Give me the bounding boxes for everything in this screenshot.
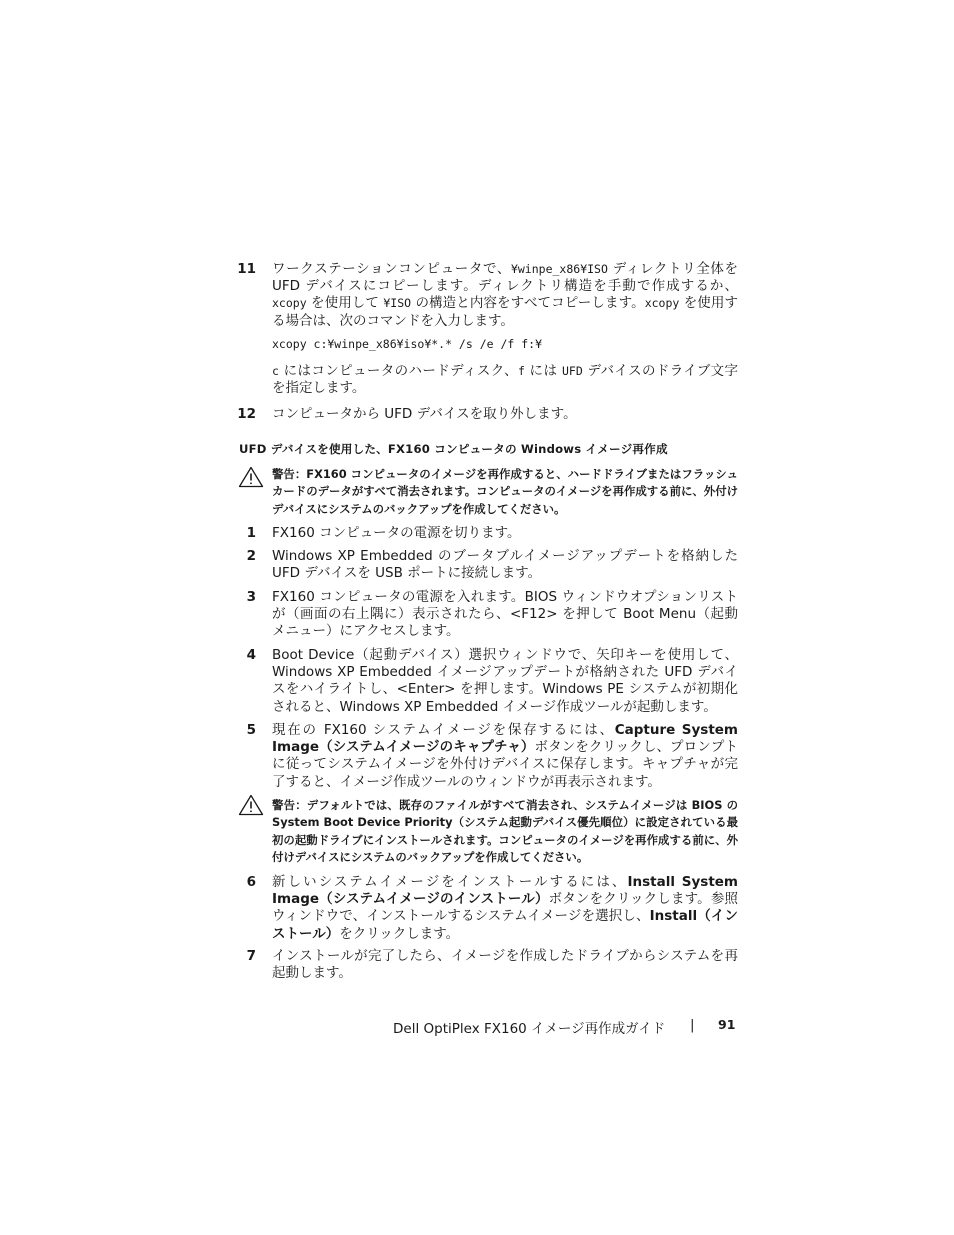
step-7-text: インストールが完了したら、イメージを作成したドライブからシステムを再起動します。 (272, 948, 738, 982)
footer-separator: | (690, 1017, 695, 1033)
step-number: 2 (246, 548, 256, 564)
xcopy-command: xcopy c:¥winpe_x86¥iso¥*.* /s /e /f f:¥ (272, 337, 543, 351)
step-number: 1 (246, 525, 256, 541)
footer-title: Dell OptiPlex FX160 イメージ再作成ガイド (393, 1021, 666, 1037)
step-11-note: c にはコンピュータのハードディスク、f には UFD デバイスのドライブ文字を指定します。 (272, 363, 738, 397)
step-number: 11 (237, 261, 256, 277)
step-number: 3 (246, 589, 256, 605)
step-number: 5 (246, 722, 256, 738)
step-2-text: Windows XP Embedded のブータブルイメージアップデートを格納した UFD デバイスを USB ポートに接続します。 (272, 548, 738, 582)
step-6-text: 新しいシステムイメージをインストールするには、Install System Image（システムイメージのインストール）ボタンをクリックします。参照ウィンドウで、インストールするシステムイメージを選択し、Install（インストール）をクリックします。 (272, 874, 738, 942)
step-number: 4 (246, 647, 256, 663)
step-number: 12 (237, 406, 256, 422)
step-12-text: コンピュータから UFD デバイスを取り外します。 (272, 406, 577, 422)
step-3-text: FX160 コンピュータの電源を入れます。BIOS ウィンドウオプションリストが（画面の右上隅に）表示されたら、<F12> を押して Boot Menu（起動メニュー）にアクセスします。 (272, 589, 738, 640)
warning-triangle-icon (238, 466, 264, 488)
page-number: 91 (718, 1017, 736, 1032)
step-11-text: ワークステーションコンピュータで、¥winpe_x86¥ISO ディレクトリ全体を UFD デバイスにコピーします。ディレクトリ構造を手動で作成するか、xcopy を使用して ¥ISO の構造と内容をすべてコピーします。xcopy を使用する場合は、次のコマンドを入力します。 (272, 261, 738, 329)
step-5-text: 現在の FX160 システムイメージを保存するには、Capture System Image（システムイメージのキャプチャ）ボタンをクリックし、プロンプトに従ってシステムイメージを外付けデバイスに保存します。キャプチャが完了すると、イメージ作成ツールのウィンドウが再表示されます。 (272, 722, 739, 790)
warning-text: 警告：デフォルトでは、既存のファイルがすべて消去され、システムイメージは BIOS の System Boot Device Priority（システム起動デバイス優先順位）に設定されている最初の起動ドライブにインストールされます。コンピュータのイメージを再作成する前に、外付けデバイスにシステムのバックアップを作成してください。 (272, 798, 738, 864)
warning-text: 警告：FX160 コンピュータのイメージを再作成すると、ハードドライブまたはフラッシュカードのデータがすべて消去されます。コンピュータのイメージを再作成する前に、外付けデバイスにシステムのバックアップを作成してください。 (272, 467, 738, 516)
step-number: 7 (246, 948, 256, 964)
warning-triangle-icon (238, 794, 264, 816)
step-4-text: Boot Device（起動デバイス）選択ウィンドウで、矢印キーを使用して、Windows XP Embedded イメージアップデートが格納された UFD デバイスをハイライトし、<Enter> を押します。Windows PE システムが初期化されると、Windows XP Embedded イメージ作成ツールが起動します。 (272, 647, 738, 715)
step-number: 6 (246, 874, 256, 890)
step-1-text: FX160 コンピュータの電源を切ります。 (272, 525, 521, 541)
section-heading: UFD デバイスを使用した、FX160 コンピュータの Windows イメージ再作成 (239, 442, 668, 456)
